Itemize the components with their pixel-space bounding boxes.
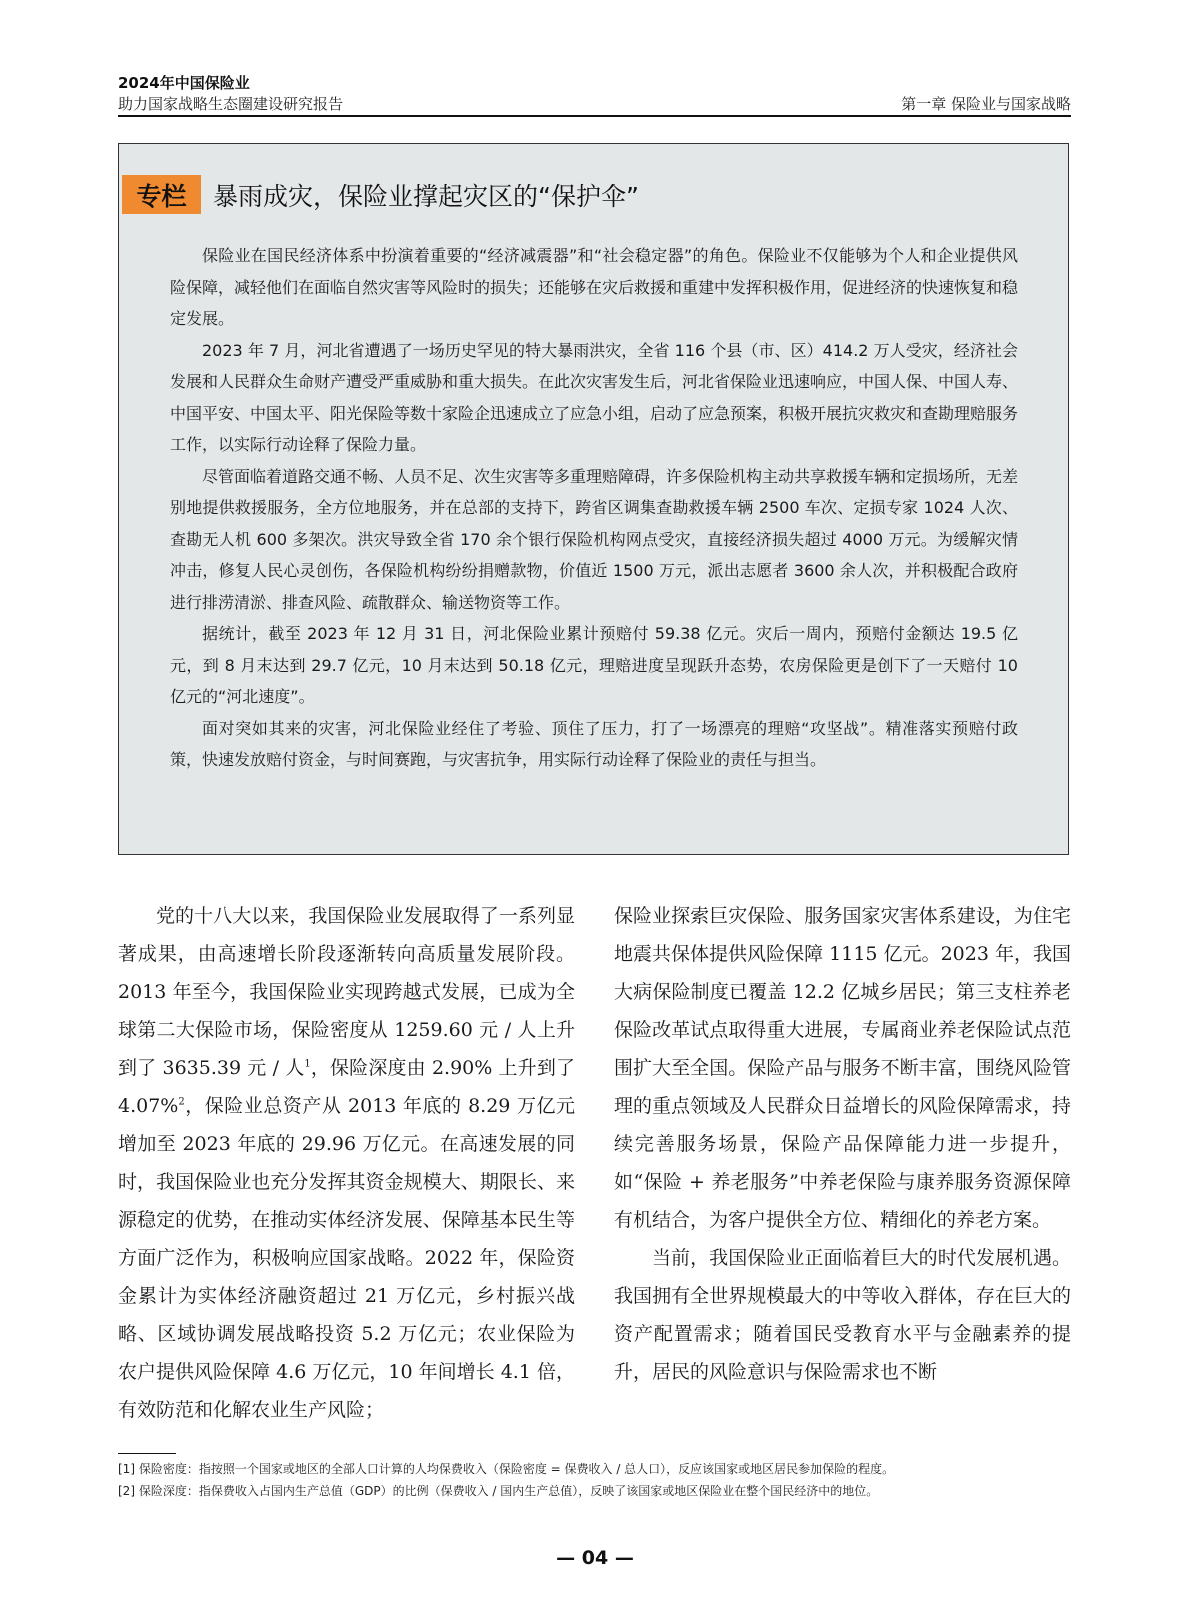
sidebar-paragraph: 据统计，截至 2023 年 12 月 31 日，河北保险业累计预赔付 59.38 亿元。灾后一周内，预赔付金额达 19.5 亿元，到 8 月末达到 29.7 亿元，10 月末达到 50.18 亿元，理赔进度呈现跃升态势，农房保险更是创下了一天赔付 10 亿元的“河北速度”。 [170,624,1018,706]
sidebar-paragraph: 面对突如其来的灾害，河北保险业经住了考验、顶住了压力，打了一场漂亮的理赔“攻坚战”。精准落实预赔付政策，快速发放赔付资金，与时间赛跑，与灾害抗争，用实际行动诠释了保险业的责任与担当。 [170,718,1018,769]
sidebar-body [170,240,1018,776]
body-text: ，保险业总资产从 2013 年底的 8.29 万亿元增加至 2023 年底的 29.96 万亿元。在高速发展的同时，我国保险业也充分发挥其资金规模大、期限长、来源稳定的优势，在推动实体经济发展、保障基本民生等方面广泛作为，积极响应国家战略。2022 年，保险资金累计为实体经济融资超过 21 万亿元，乡村振兴战略、区域协调发展战略投资 5.2 万亿元；农业保险为农户提供风险保障 4.6 万亿元，10 年间增长 4.1 倍，有效防范和化解农业生产风险； [118,1095,575,1421]
header-divider [118,115,1071,117]
footnote-ref-2[interactable]: 2 [178,1096,185,1108]
footnote-1: [1] 保险密度：指按照一个国家或地区的全部人口计算的人均保费收入（保险密度 = 保费收入 / 总人口），反应该国家或地区居民参加保险的程度。 [118,1462,895,1476]
page-number: — 04 — [556,1547,634,1569]
chapter-heading: 第一章 保险业与国家战略 [901,95,1071,113]
footnote-ref-1[interactable]: 1 [304,1058,311,1070]
footnote-2: [2] 保险深度：指保费收入占国内生产总值（GDP）的比例（保费收入 / 国内生产总值），反映了该国家或地区保险业在整个国民经济中的地位。 [118,1484,879,1498]
body-text: ，保险深度由 2.90% 上升到了 4.07% [118,1057,575,1117]
sidebar-paragraph: 2023 年 7 月，河北省遭遇了一场历史罕见的特大暴雨洪灾，全省 116 个县（市、区）414.2 万人受灾，经济社会发展和人民群众生命财产遭受严重威胁和重大损失。在此次灾害发生后，河北省保险业迅速响应，中国人保、中国人寿、中国平安、中国太平、阳光保险等数十家险企迅速成立了应急小组，启动了应急预案，积极开展抗灾救灾和查勘理赔服务工作，以实际行动诠释了保险力量。 [170,340,1019,454]
report-title: 2024年中国保险业 [118,74,250,92]
body-paragraph [118,897,575,1429]
body-paragraph: 保险业探索巨灾保险、服务国家灾害体系建设，为住宅地震共保体提供风险保障 1115 亿元。2023 年，我国大病保险制度已覆盖 12.2 亿城乡居民；第三支柱养老保险改革试点取得重大进展，专属商业养老保险试点范围扩大至全国。保险产品与服务不断丰富，围绕风险管理的重点领域及人民群众日益增长的风险保障需求，持续完善服务场景，保险产品保障能力进一步提升，如“保险 + 养老服务”中养老保险与康养服务资源保障有机结合，为客户提供全方位、精细化的养老方案。 [614,905,1071,1231]
sidebar-badge: 专栏 [122,175,201,214]
body-text: 党的十八大以来，我国保险业发展取得了一系列显著成果，由高速增长阶段逐渐转向高质量发展阶段。2013 年至今，我国保险业实现跨越式发展，已成为全球第二大保险市场，保险密度从 1259.60 元 / 人上升到了 3635.39 元 / 人 [118,905,575,1079]
sidebar-paragraph: 保险业在国民经济体系中扮演着重要的“经济减震器”和“社会稳定器”的角色。保险业不仅能够为个人和企业提供风险保障，减轻他们在面临自然灾害等风险时的损失；还能够在灾后救援和重建中发挥积极作用，促进经济的快速恢复和稳定发展。 [170,246,1019,328]
report-subtitle: 助力国家战略生态圈建设研究报告 [118,95,344,113]
sidebar-paragraph: 尽管面临着道路交通不畅、人员不足、次生灾害等多重理赔障碍，许多保险机构主动共享救援车辆和定损场所，无差别地提供救援服务，全方位地服务，并在总部的支持下，跨省区调集查勘救援车辆 2500 车次、定损专家 1024 人次、查勘无人机 600 多架次。洪灾导致全省 170 余个银行保险机构网点受灾，直接经济损失超过 4000 万元。为缓解灾情冲击，修复人民心灵创伤，各保险机构纷纷捐赠款物，价值近 1500 万元，派出志愿者 3600 余人次，并积极配合政府进行排涝清淤、排查风险、疏散群众、输送物资等工作。 [170,466,1019,612]
body-paragraph: 当前，我国保险业正面临着巨大的时代发展机遇。我国拥有全世界规模最大的中等收入群体，存在巨大的资产配置需求；随着国民受教育水平与金融素养的提升，居民的风险意识与保险需求也不断 [614,1247,1071,1383]
sidebar-title: 暴雨成灾，保险业撑起灾区的“保护伞” [213,182,639,211]
body-left-column [118,897,575,1429]
footnote-divider [118,1453,176,1454]
body-right-column [614,897,1071,1391]
sidebar-box [118,143,1069,855]
